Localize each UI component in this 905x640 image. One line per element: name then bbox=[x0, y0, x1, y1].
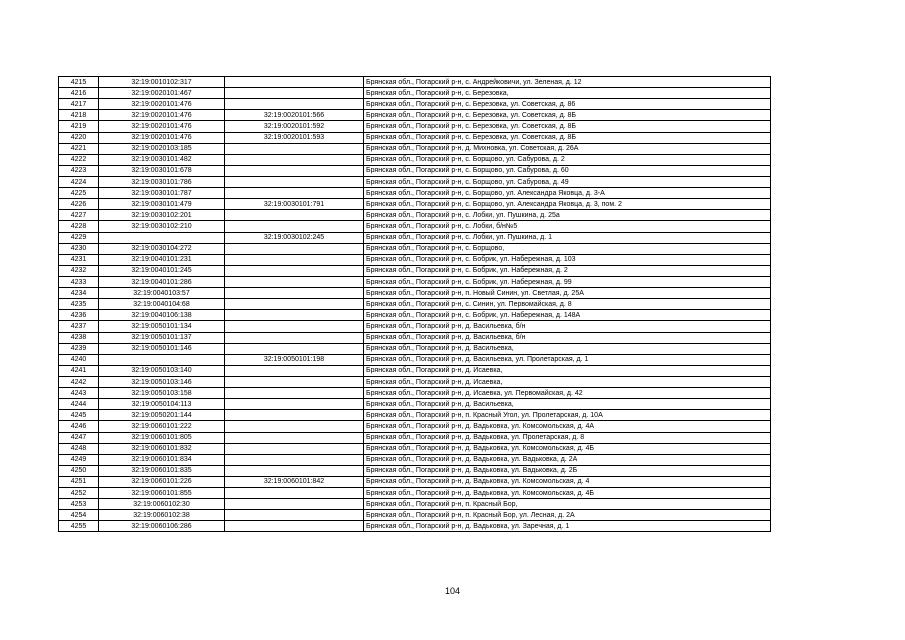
table-row bbox=[59, 299, 771, 310]
cadastral-number-cell: 32:19:0030101:786 bbox=[99, 176, 225, 187]
building-cadastral-number-cell bbox=[225, 99, 364, 110]
row-number-cell: 4254 bbox=[59, 510, 99, 521]
table-row bbox=[59, 154, 771, 165]
address-cell: Брянская обл., Погарский р-н, п. Красный Бор, bbox=[364, 499, 771, 510]
address-cell: Брянская обл., Погарский р-н, с. Андрейковичи, ул. Зеленая, д. 12 bbox=[364, 77, 771, 88]
building-cadastral-number-cell bbox=[225, 276, 364, 287]
address-cell: Брянская обл., Погарский р-н, д. Михновка, ул. Советская, д. 26А bbox=[364, 143, 771, 154]
cadastral-number-cell: 32:19:0060101:834 bbox=[99, 454, 225, 465]
cadastral-number-cell: 32:19:0020101:476 bbox=[99, 99, 225, 110]
table-row bbox=[59, 332, 771, 343]
row-number-cell: 4242 bbox=[59, 376, 99, 387]
cadastral-number-cell: 32:19:0020101:476 bbox=[99, 110, 225, 121]
row-number-cell: 4234 bbox=[59, 288, 99, 299]
table-row bbox=[59, 488, 771, 499]
row-number-cell: 4239 bbox=[59, 343, 99, 354]
row-number-cell: 4255 bbox=[59, 521, 99, 532]
table-row bbox=[59, 143, 771, 154]
address-cell: Брянская обл., Погарский р-н, д. Вадьковка, ул. Комсомольская, д. 4Б bbox=[364, 443, 771, 454]
cadastral-number-cell: 32:19:0030102:210 bbox=[99, 221, 225, 232]
building-cadastral-number-cell bbox=[225, 88, 364, 99]
address-cell: Брянская обл., Погарский р-н, с. Синин, ул. Первомайская, д. 8 bbox=[364, 299, 771, 310]
building-cadastral-number-cell bbox=[225, 343, 364, 354]
row-number-cell: 4232 bbox=[59, 265, 99, 276]
building-cadastral-number-cell: 32:19:0020101:593 bbox=[225, 132, 364, 143]
building-cadastral-number-cell: 32:19:0030101:791 bbox=[225, 199, 364, 210]
building-cadastral-number-cell bbox=[225, 432, 364, 443]
row-number-cell: 4251 bbox=[59, 476, 99, 487]
building-cadastral-number-cell bbox=[225, 521, 364, 532]
building-cadastral-number-cell: 32:19:0030102:245 bbox=[225, 232, 364, 243]
cadastral-number-cell: 32:19:0020101:476 bbox=[99, 132, 225, 143]
building-cadastral-number-cell: 32:19:0020101:566 bbox=[225, 110, 364, 121]
building-cadastral-number-cell bbox=[225, 443, 364, 454]
row-number-cell: 4216 bbox=[59, 88, 99, 99]
table-row bbox=[59, 132, 771, 143]
table-row bbox=[59, 232, 771, 243]
row-number-cell: 4221 bbox=[59, 143, 99, 154]
row-number-cell: 4250 bbox=[59, 465, 99, 476]
row-number-cell: 4230 bbox=[59, 243, 99, 254]
table-row bbox=[59, 176, 771, 187]
row-number-cell: 4238 bbox=[59, 332, 99, 343]
row-number-cell: 4246 bbox=[59, 421, 99, 432]
table-row bbox=[59, 210, 771, 221]
row-number-cell: 4217 bbox=[59, 99, 99, 110]
table-row bbox=[59, 376, 771, 387]
address-cell: Брянская обл., Погарский р-н, с. Борщово, ул. Сабурова, д. 2 bbox=[364, 154, 771, 165]
row-number-cell: 4235 bbox=[59, 299, 99, 310]
cadastral-number-cell: 32:19:0050101:146 bbox=[99, 343, 225, 354]
cadastral-number-cell: 32:19:0060101:855 bbox=[99, 488, 225, 499]
address-cell: Брянская обл., Погарский р-н, с. Борщово, ул. Сабурова, д. 49 bbox=[364, 176, 771, 187]
address-cell: Брянская обл., Погарский р-н, с. Бобрик, ул. Набережная, д. 99 bbox=[364, 276, 771, 287]
table-row bbox=[59, 421, 771, 432]
address-cell: Брянская обл., Погарский р-н, д. Исаевка, bbox=[364, 365, 771, 376]
table-row bbox=[59, 188, 771, 199]
building-cadastral-number-cell bbox=[225, 321, 364, 332]
cadastral-number-cell: 32:19:0030101:787 bbox=[99, 188, 225, 199]
cadastral-number-cell: 32:19:0040104:68 bbox=[99, 299, 225, 310]
table-row bbox=[59, 254, 771, 265]
cadastral-number-cell: 32:19:0060102:38 bbox=[99, 510, 225, 521]
row-number-cell: 4218 bbox=[59, 110, 99, 121]
page-number: 104 bbox=[444, 586, 461, 596]
building-cadastral-number-cell bbox=[225, 143, 364, 154]
row-number-cell: 4236 bbox=[59, 310, 99, 321]
building-cadastral-number-cell bbox=[225, 388, 364, 399]
table-row bbox=[59, 399, 771, 410]
cadastral-number-cell: 32:19:0060106:286 bbox=[99, 521, 225, 532]
address-cell: Брянская обл., Погарский р-н, п. Красный Бор, ул. Лесная, д. 2А bbox=[364, 510, 771, 521]
row-number-cell: 4227 bbox=[59, 210, 99, 221]
address-cell: Брянская обл., Погарский р-н, с. Лобки, ул. Пушкина, д. 1 bbox=[364, 232, 771, 243]
table-row bbox=[59, 310, 771, 321]
address-cell: Брянская обл., Погарский р-н, д. Исаевка, ул. Первомайская, д. 42 bbox=[364, 388, 771, 399]
building-cadastral-number-cell bbox=[225, 210, 364, 221]
cadastral-number-cell: 32:19:0060101:832 bbox=[99, 443, 225, 454]
table-row bbox=[59, 476, 771, 487]
building-cadastral-number-cell bbox=[225, 465, 364, 476]
cadastral-number-cell: 32:19:0040106:138 bbox=[99, 310, 225, 321]
address-cell: Брянская обл., Погарский р-н, д. Вадьковка, ул. Комсомольская, д. 4 bbox=[364, 476, 771, 487]
address-cell: Брянская обл., Погарский р-н, с. Борщово, ул. Александра Яковца, д. 3, пом. 2 bbox=[364, 199, 771, 210]
table-row bbox=[59, 221, 771, 232]
table-row bbox=[59, 365, 771, 376]
row-number-cell: 4241 bbox=[59, 365, 99, 376]
cadastral-number-cell: 32:19:0030101:678 bbox=[99, 165, 225, 176]
table-row bbox=[59, 288, 771, 299]
row-number-cell: 4243 bbox=[59, 388, 99, 399]
table-row bbox=[59, 121, 771, 132]
building-cadastral-number-cell bbox=[225, 188, 364, 199]
address-cell: Брянская обл., Погарский р-н, д. Васильевка, б/н bbox=[364, 332, 771, 343]
building-cadastral-number-cell bbox=[225, 488, 364, 499]
row-number-cell: 4249 bbox=[59, 454, 99, 465]
address-cell: Брянская обл., Погарский р-н, д. Васильевка, ул. Пролетарская, д. 1 bbox=[364, 354, 771, 365]
address-cell: Брянская обл., Погарский р-н, с. Лобки, ул. Пушкина, д. 25а bbox=[364, 210, 771, 221]
table-row bbox=[59, 343, 771, 354]
cadastral-number-cell: 32:19:0020103:185 bbox=[99, 143, 225, 154]
records-table bbox=[58, 76, 771, 532]
row-number-cell: 4229 bbox=[59, 232, 99, 243]
row-number-cell: 4224 bbox=[59, 176, 99, 187]
address-cell: Брянская обл., Погарский р-н, с. Березовка, ул. Советская, д. 8Б bbox=[364, 110, 771, 121]
cadastral-number-cell: 32:19:0060101:835 bbox=[99, 465, 225, 476]
table-row bbox=[59, 454, 771, 465]
address-cell: Брянская обл., Погарский р-н, с. Борщово, ул. Александра Яковца, д. 3-А bbox=[364, 188, 771, 199]
building-cadastral-number-cell bbox=[225, 376, 364, 387]
building-cadastral-number-cell bbox=[225, 421, 364, 432]
table-row bbox=[59, 276, 771, 287]
building-cadastral-number-cell: 32:19:0060101:842 bbox=[225, 476, 364, 487]
row-number-cell: 4220 bbox=[59, 132, 99, 143]
building-cadastral-number-cell bbox=[225, 165, 364, 176]
address-cell: Брянская обл., Погарский р-н, д. Вадьковка, ул. Комсомольская, д. 4Б bbox=[364, 488, 771, 499]
cadastral-number-cell: 32:19:0020101:476 bbox=[99, 121, 225, 132]
cadastral-number-cell: 32:19:0040101:231 bbox=[99, 254, 225, 265]
cadastral-number-cell: 32:19:0050103:146 bbox=[99, 376, 225, 387]
address-cell: Брянская обл., Погарский р-н, с. Лобки, б/н№5 bbox=[364, 221, 771, 232]
building-cadastral-number-cell bbox=[225, 399, 364, 410]
table-row bbox=[59, 432, 771, 443]
cadastral-number-cell: 32:19:0020101:467 bbox=[99, 88, 225, 99]
row-number-cell: 4252 bbox=[59, 488, 99, 499]
address-cell: Брянская обл., Погарский р-н, д. Исаевка, bbox=[364, 376, 771, 387]
table-row bbox=[59, 265, 771, 276]
building-cadastral-number-cell: 32:19:0020101:592 bbox=[225, 121, 364, 132]
row-number-cell: 4233 bbox=[59, 276, 99, 287]
building-cadastral-number-cell bbox=[225, 77, 364, 88]
table-row bbox=[59, 388, 771, 399]
building-cadastral-number-cell bbox=[225, 510, 364, 521]
cadastral-number-cell: 32:19:0060101:805 bbox=[99, 432, 225, 443]
address-cell: Брянская обл., Погарский р-н, д. Вадьковка, ул. Заречная, д. 1 bbox=[364, 521, 771, 532]
row-number-cell: 4225 bbox=[59, 188, 99, 199]
address-cell: Брянская обл., Погарский р-н, с. Борщово, bbox=[364, 243, 771, 254]
cadastral-number-cell: 32:19:0040101:245 bbox=[99, 265, 225, 276]
building-cadastral-number-cell bbox=[225, 254, 364, 265]
cadastral-number-cell: 32:19:0040103:57 bbox=[99, 288, 225, 299]
building-cadastral-number-cell bbox=[225, 410, 364, 421]
address-cell: Брянская обл., Погарский р-н, с. Борщово, ул. Сабурова, д. 60 bbox=[364, 165, 771, 176]
row-number-cell: 4245 bbox=[59, 410, 99, 421]
address-cell: Брянская обл., Погарский р-н, п. Красный Угол, ул. Пролетарская, д. 10А bbox=[364, 410, 771, 421]
table-row bbox=[59, 499, 771, 510]
table-row bbox=[59, 110, 771, 121]
row-number-cell: 4226 bbox=[59, 199, 99, 210]
cadastral-number-cell: 32:19:0050103:158 bbox=[99, 388, 225, 399]
address-cell: Брянская обл., Погарский р-н, д. Вадьковка, ул. Комсомольская, д. 4А bbox=[364, 421, 771, 432]
address-cell: Брянская обл., Погарский р-н, с. Березовка, bbox=[364, 88, 771, 99]
row-number-cell: 4228 bbox=[59, 221, 99, 232]
address-cell: Брянская обл., Погарский р-н, д. Васильевка, bbox=[364, 399, 771, 410]
building-cadastral-number-cell bbox=[225, 365, 364, 376]
building-cadastral-number-cell bbox=[225, 154, 364, 165]
cadastral-number-cell: 32:19:0050201:144 bbox=[99, 410, 225, 421]
table-row bbox=[59, 165, 771, 176]
row-number-cell: 4247 bbox=[59, 432, 99, 443]
building-cadastral-number-cell bbox=[225, 499, 364, 510]
table-row bbox=[59, 243, 771, 254]
table-row bbox=[59, 99, 771, 110]
cadastral-number-cell: 32:19:0060101:222 bbox=[99, 421, 225, 432]
cadastral-number-cell: 32:19:0030101:482 bbox=[99, 154, 225, 165]
table-row bbox=[59, 443, 771, 454]
cadastral-number-cell: 32:19:0040101:286 bbox=[99, 276, 225, 287]
table-row bbox=[59, 465, 771, 476]
table-row bbox=[59, 199, 771, 210]
cadastral-number-cell: 32:19:0010102:317 bbox=[99, 77, 225, 88]
row-number-cell: 4240 bbox=[59, 354, 99, 365]
table-row bbox=[59, 410, 771, 421]
cadastral-number-cell: 32:19:0050103:140 bbox=[99, 365, 225, 376]
row-number-cell: 4223 bbox=[59, 165, 99, 176]
row-number-cell: 4215 bbox=[59, 77, 99, 88]
row-number-cell: 4222 bbox=[59, 154, 99, 165]
address-cell: Брянская обл., Погарский р-н, д. Вадьковка, ул. Вадьковка, д. 2А bbox=[364, 454, 771, 465]
table-row bbox=[59, 510, 771, 521]
table-row bbox=[59, 354, 771, 365]
building-cadastral-number-cell bbox=[225, 221, 364, 232]
building-cadastral-number-cell bbox=[225, 310, 364, 321]
address-cell: Брянская обл., Погарский р-н, п. Новый Синин, ул. Светлая, д. 25А bbox=[364, 288, 771, 299]
row-number-cell: 4248 bbox=[59, 443, 99, 454]
address-cell: Брянская обл., Погарский р-н, с. Бобрик, ул. Набережная, д. 2 bbox=[364, 265, 771, 276]
building-cadastral-number-cell bbox=[225, 288, 364, 299]
cadastral-number-cell: 32:19:0050104:113 bbox=[99, 399, 225, 410]
cadastral-number-cell bbox=[99, 232, 225, 243]
building-cadastral-number-cell bbox=[225, 299, 364, 310]
building-cadastral-number-cell bbox=[225, 243, 364, 254]
address-cell: Брянская обл., Погарский р-н, с. Бобрик, ул. Набережная, д. 103 bbox=[364, 254, 771, 265]
row-number-cell: 4244 bbox=[59, 399, 99, 410]
address-cell: Брянская обл., Погарский р-н, с. Березовка, ул. Советская, д. 86 bbox=[364, 99, 771, 110]
address-cell: Брянская обл., Погарский р-н, с. Бобрик, ул. Набережная, д. 148А bbox=[364, 310, 771, 321]
building-cadastral-number-cell bbox=[225, 454, 364, 465]
building-cadastral-number-cell: 32:19:0050101:198 bbox=[225, 354, 364, 365]
cadastral-number-cell: 32:19:0060101:226 bbox=[99, 476, 225, 487]
address-cell: Брянская обл., Погарский р-н, с. Березовка, ул. Советская, д. 8Б bbox=[364, 132, 771, 143]
table-row bbox=[59, 88, 771, 99]
cadastral-number-cell: 32:19:0030102:201 bbox=[99, 210, 225, 221]
address-cell: Брянская обл., Погарский р-н, д. Васильевка, б/н bbox=[364, 321, 771, 332]
address-cell: Брянская обл., Погарский р-н, д. Вадьковка, ул. Вадьковка, д. 2Б bbox=[364, 465, 771, 476]
address-cell: Брянская обл., Погарский р-н, д. Васильевка, bbox=[364, 343, 771, 354]
building-cadastral-number-cell bbox=[225, 332, 364, 343]
building-cadastral-number-cell bbox=[225, 265, 364, 276]
row-number-cell: 4219 bbox=[59, 121, 99, 132]
table-row bbox=[59, 77, 771, 88]
table-row bbox=[59, 321, 771, 332]
row-number-cell: 4237 bbox=[59, 321, 99, 332]
table-row bbox=[59, 521, 771, 532]
cadastral-number-cell: 32:19:0060102:30 bbox=[99, 499, 225, 510]
row-number-cell: 4253 bbox=[59, 499, 99, 510]
cadastral-number-cell: 32:19:0030104:272 bbox=[99, 243, 225, 254]
building-cadastral-number-cell bbox=[225, 176, 364, 187]
records-table-body bbox=[59, 77, 771, 532]
cadastral-number-cell: 32:19:0030101:479 bbox=[99, 199, 225, 210]
cadastral-number-cell: 32:19:0050101:137 bbox=[99, 332, 225, 343]
cadastral-number-cell bbox=[99, 354, 225, 365]
row-number-cell: 4231 bbox=[59, 254, 99, 265]
address-cell: Брянская обл., Погарский р-н, с. Березовка, ул. Советская, д. 8Б bbox=[364, 121, 771, 132]
cadastral-number-cell: 32:19:0050101:134 bbox=[99, 321, 225, 332]
address-cell: Брянская обл., Погарский р-н, д. Вадьковка, ул. Пролетарская, д. 8 bbox=[364, 432, 771, 443]
